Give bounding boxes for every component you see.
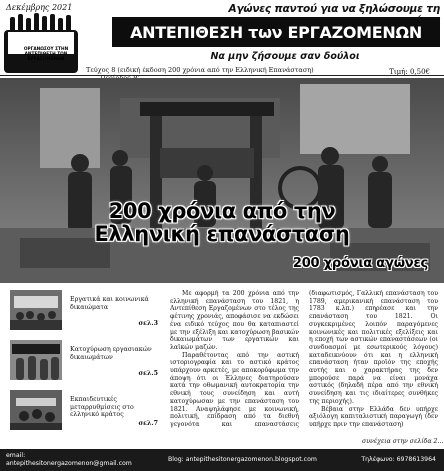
footer (0, 449, 444, 471)
price: Τιμή: 0,50€ (389, 68, 430, 76)
masthead (0, 0, 444, 76)
contents-item-page: σελ.7 (138, 420, 158, 427)
contents-item[interactable] (10, 340, 160, 386)
contents-item-page: σελ.5 (138, 370, 158, 377)
thumbnail-image (10, 290, 62, 330)
contents-item[interactable] (10, 290, 160, 336)
issue-date: Δεκέμβρης 2021 (6, 3, 73, 12)
newspaper-title: ΑΝΤΕΠΙΘΕΣΗ των ΕΡΓΑΖΟΜΕΝΩΝ (112, 17, 440, 47)
contents-item[interactable] (10, 390, 160, 436)
continued-note: συνέχεια στην σελίδα 2... (362, 438, 444, 445)
hero-image (0, 78, 444, 283)
hero-title: 200 χρόνια από την Ελληνική επανάσταση (94, 199, 350, 246)
table-of-contents (10, 290, 160, 445)
article-paragraph: Με αφορμή τα 200 χρόνια από την ελληνική επανάσταση του 1821, η Αντεπίθεση Εργαζομένων στο τέλος της φέτινης χρονιάς, αποφάσισε να εκδώσει ένα ειδικό τεύχος που θα καταπιαστεί με την εξέλιξη και κατοχύρωση βασικών δικαιωμάτων των εργατικών και λαϊκών μαζών. (170, 290, 299, 351)
top-slogan: Αγώνες παντού για να ξηλώσουμε τη (228, 3, 440, 15)
article-paragraph: Παραθέτοντας από την αστική ιστοριογραφία και το αστικό κράτος υπάρχουν αρκετές, με αποκορύφωμα την άποψη ότι οι Έλληνες διατηρούσαν κατά την οθωμανική αυτοκρατορία την εθνική τους συνείδηση και αυτή κατοχύρωσαν με την επανάσταση του 1821. Αναψηλάφησε με κοινωνική, πολιτική, επίδραση από τα διεθνή γεγονότα και επαναστάσεις (διαφωτισμός, Γαλλική επανάσταση του 1789, αμερικανική επανάσταση του 1783 κ.λπ.) επηρέασε και την επανάσταση του 1821. Οι συγκεκριμένες λοιπόν παραγόμενες κοινωνικές και πολιτικές εξελίξεις και η εποχή των αστικών επαναστάσεων (οι συνδυασμοί με εσωτερικούς λόγους) καταδεικνύουν ότι και η ελληνική επανάσταση ήταν προϊόν της εποχής αυτής και ο χαρακτήρας της δεν μπορούσε παρά να είναι μονάχα αστικός (δηλαδή πέρα από την εθνική συνείδηση και τις ιδιαίτερες συνθήκες της περιοχής). (170, 290, 438, 428)
contents-item-label: Εκπαιδευτικές μεταρρυθμίσεις στο ελληνικό κράτος (70, 396, 134, 418)
logo-text: ΟΡΓΑΝΩΣΟΥ ΣΤΗΝ ΑΝΤΕΠΙΘΕΣΗ ΤΩΝ ΕΡΓΑΖΟΜΕΝΩΝ (23, 47, 69, 62)
contents-item-label: Εργατικά και κοινωνικά δικαιώματα (70, 296, 149, 311)
thumbnail-image (10, 340, 62, 380)
contents-item-label: Κατοχύρωση εργασιακών δικαιωμάτων (70, 346, 152, 361)
contents-item-page: σελ.3 (138, 320, 158, 327)
article-paragraph: Βέβαια στην Ελλάδα δεν υπήρχε αξιόλογη καπιταλιστική παραγωγή (δεν υπήρχε πριν την επανάσταση) (309, 405, 438, 428)
logo (4, 13, 78, 73)
hero-subtitle: 200 χρόνια αγώνες (292, 256, 428, 271)
bottom-slogan: Να μην ζήσουμε σαν δούλοι (210, 51, 360, 62)
footer-email: email: antepithesitonergazomenon@gmail.com (6, 452, 132, 467)
phone-number: Τηλέφωνο: 6978613964 (361, 456, 436, 463)
issue-number: Τεύχος 8 (ειδική έκδοση 200 χρόνια από την Ελληνική Επανάσταση) (86, 66, 314, 74)
revolution-painting-image (0, 78, 444, 283)
thumbnail-image (10, 390, 62, 430)
blog-link[interactable]: Blog: antepithesitonergazomenon.blogspot.com (168, 456, 317, 463)
email-link[interactable]: antepithesitonergazomenon@gmail.com (6, 459, 132, 467)
raised-fists-logo-icon (4, 13, 78, 73)
lead-article (170, 290, 438, 444)
